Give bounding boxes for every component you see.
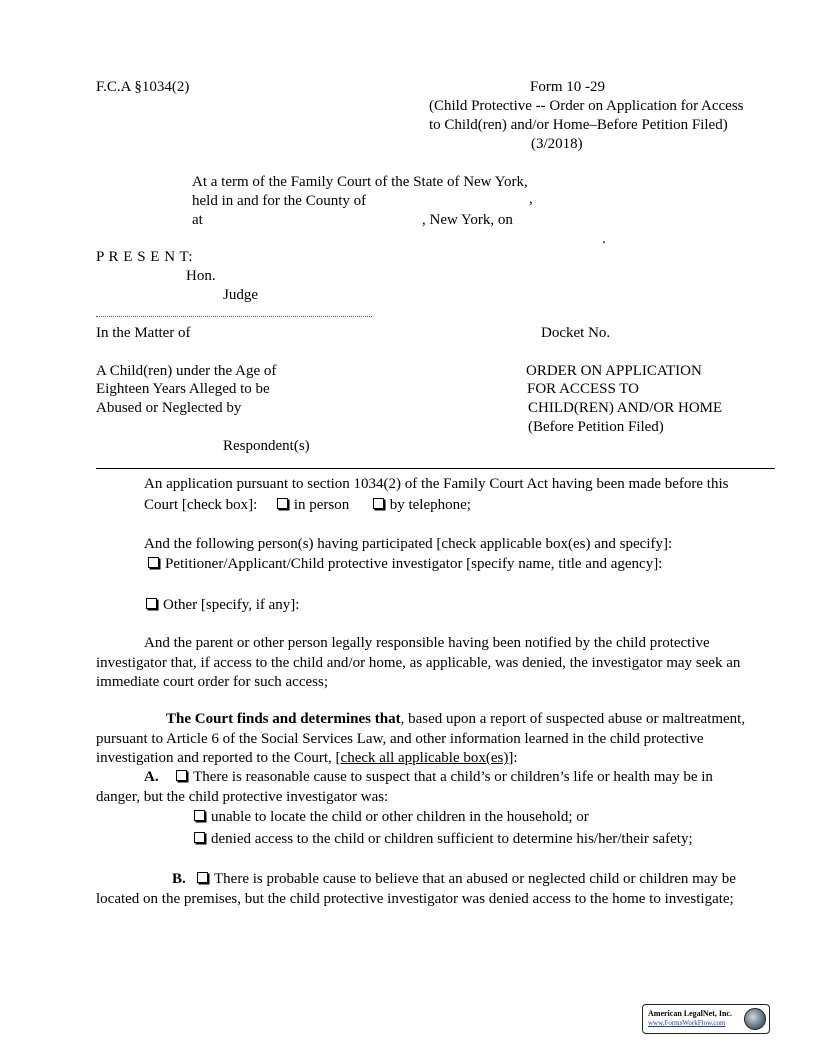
docket-number-label: Docket No. xyxy=(541,325,611,341)
section-a-checkbox[interactable] xyxy=(176,770,187,781)
form-number: Form 10 -29 xyxy=(530,79,605,95)
judge-label: Judge xyxy=(223,287,258,303)
caption-rule xyxy=(96,468,775,469)
findings-underlined: check all applicable box(es) xyxy=(340,750,509,766)
form-title-line-1: (Child Protective -- Order on Application for Access xyxy=(429,98,744,114)
section-a-text-1: There is reasonable cause to suspect that a child’s or children’s life or health may be in xyxy=(193,769,713,785)
denied-access-label: denied access to the child or children sufficient to determine his/her/their safety; xyxy=(211,831,693,847)
order-title-4: (Before Petition Filed) xyxy=(528,419,664,435)
petitioner-checkbox[interactable] xyxy=(148,557,159,568)
section-a-line-1 xyxy=(144,768,713,787)
logo-url-link[interactable]: www.FormsWorkFlow.com xyxy=(648,1019,726,1027)
application-court-label: Court [check box]: xyxy=(144,497,258,513)
form-date: (3/2018) xyxy=(531,136,583,152)
section-a-label: A. xyxy=(144,769,159,785)
petitioner-option xyxy=(148,555,662,574)
unable-to-locate-label: unable to locate the child or other children in the household; or xyxy=(211,809,589,825)
child-line-1: A Child(ren) under the Age of xyxy=(96,363,277,379)
form-title-line-2: to Child(ren) and/or Home–Before Petition Filed) xyxy=(429,117,728,133)
section-b-paragraph xyxy=(96,870,776,909)
hon-label: Hon. xyxy=(186,268,216,284)
globe-icon xyxy=(744,1008,766,1030)
in-person-checkbox[interactable] xyxy=(277,498,288,509)
in-the-matter-of: In the Matter of xyxy=(96,325,191,341)
section-b-checkbox[interactable] xyxy=(197,872,208,883)
findings-bold: The Court finds and determines that xyxy=(166,711,401,727)
application-line-1: An application pursuant to section 1034(2) of the Family Court Act having been made before this xyxy=(144,476,729,492)
term-comma: , xyxy=(529,191,533,207)
order-title-3: CHILD(REN) AND/OR HOME xyxy=(528,400,723,416)
term-period: . xyxy=(602,231,606,247)
term-new-york: , New York, on xyxy=(422,212,513,228)
by-telephone-label: by telephone; xyxy=(389,497,471,513)
notified-text: And the parent or other person legally responsible having been notified by the child protective investigator that, if access to the child and/or home, as applicable, was denied, the investigator may seek an immediate court order for such access; xyxy=(96,635,741,690)
section-b-text: There is probable cause to believe that an abused or neglected child or children may be located on the premises, but the child protective investigator was denied access to the home to investigate; xyxy=(96,871,736,907)
denied-access-checkbox[interactable] xyxy=(194,832,205,843)
application-line-2 xyxy=(144,496,471,515)
statute-reference: F.C.A §1034(2) xyxy=(96,79,190,95)
other-label: Other [specify, if any]: xyxy=(163,597,300,613)
findings-text: , based upon a report of suspected abuse or maltreatment, pursuant to Article 6 of the Social Services Law, and other information learned in the child protective investigation and reported to the Court, [ xyxy=(96,711,746,766)
order-title-2: FOR ACCESS TO xyxy=(527,381,639,397)
petitioner-label: Petitioner/Applicant/Child protective investigator [specify name, title and agency]: xyxy=(165,556,663,572)
section-a-option-2 xyxy=(194,830,693,849)
in-person-label: in person xyxy=(293,497,350,513)
unable-to-locate-checkbox[interactable] xyxy=(194,810,205,821)
participants-line: And the following person(s) having participated [check applicable box(es) and specify]: xyxy=(144,536,673,552)
order-title-1: ORDER ON APPLICATION xyxy=(526,363,702,379)
other-checkbox[interactable] xyxy=(146,598,157,609)
american-legalnet-logo[interactable] xyxy=(642,1004,770,1034)
term-line-2: held in and for the County of xyxy=(192,193,367,209)
section-a-text-2: danger, but the child protective investigator was: xyxy=(96,789,389,805)
respondent-label: Respondent(s) xyxy=(223,438,310,454)
section-a-option-1 xyxy=(194,808,589,827)
term-at: at xyxy=(192,212,203,228)
present-label: P R E S E N T: xyxy=(96,249,194,265)
findings-paragraph xyxy=(96,710,776,769)
notified-paragraph xyxy=(96,634,776,693)
dotted-divider xyxy=(96,316,372,317)
child-line-2: Eighteen Years Alleged to be xyxy=(96,381,270,397)
by-telephone-checkbox[interactable] xyxy=(373,498,384,509)
section-b-label: B. xyxy=(172,871,186,887)
other-option xyxy=(146,596,299,615)
findings-end: ]: xyxy=(508,750,518,766)
term-line-1: At a term of the Family Court of the State of New York, xyxy=(192,174,528,190)
logo-brand-text: American LegalNet, Inc. xyxy=(648,1009,732,1018)
child-line-3: Abused or Neglected by xyxy=(96,400,242,416)
